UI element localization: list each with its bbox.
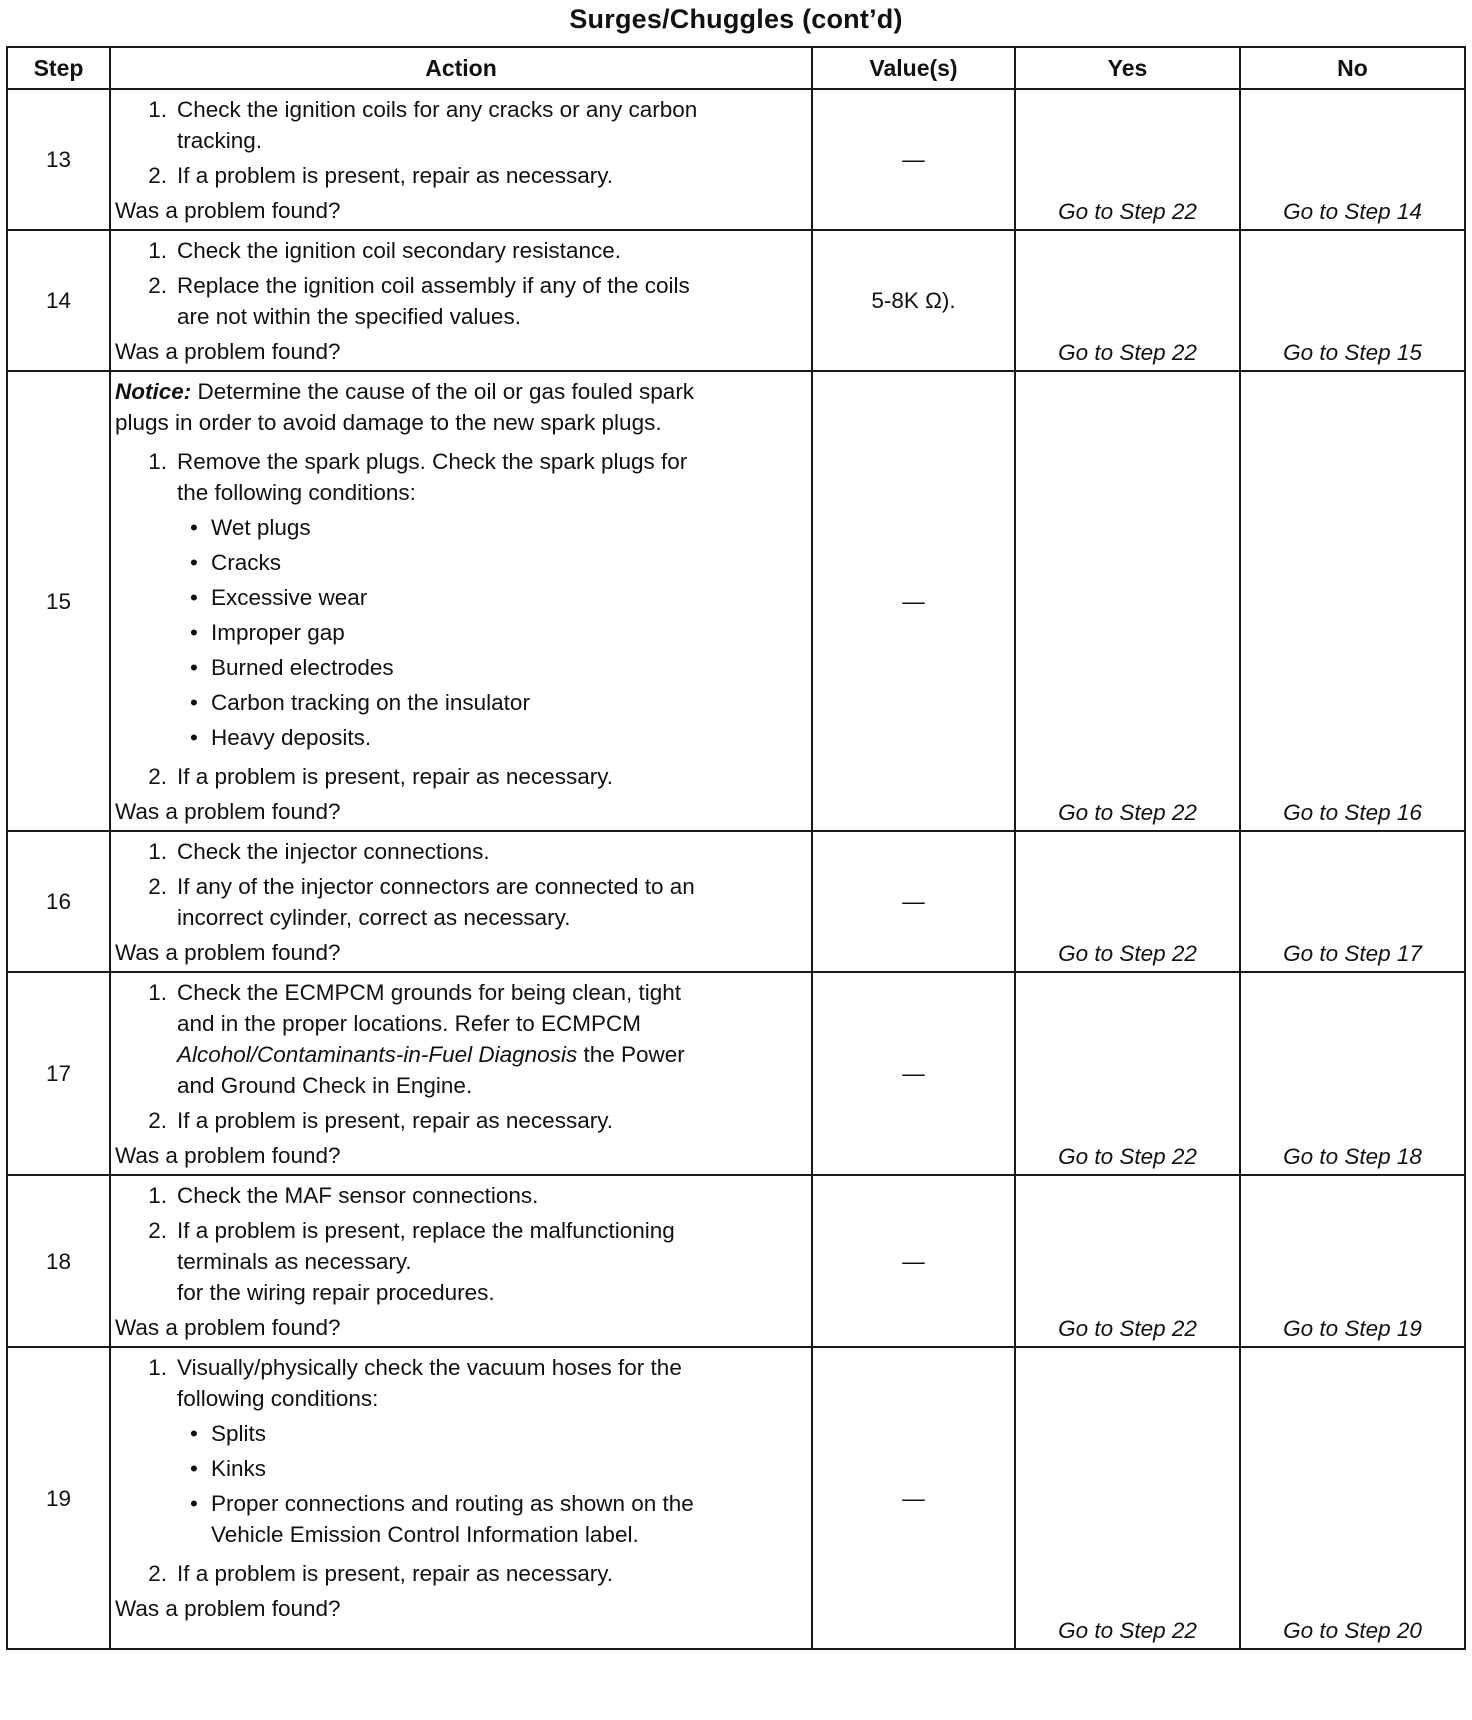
yes-goto-link[interactable]: Go to Step 22: [1015, 1347, 1240, 1649]
action-cell: [110, 1175, 812, 1347]
table-header-row: [7, 47, 1465, 89]
bullet-icon: •: [190, 1421, 198, 1446]
notice-label: Notice:: [115, 379, 192, 404]
action-text: terminals as necessary.: [177, 1249, 412, 1274]
condition-text: Improper gap: [211, 620, 345, 645]
bullet-icon: •: [190, 1456, 198, 1481]
action-step-body: [177, 1558, 801, 1589]
value-cell: 5-8K Ω).: [812, 230, 1015, 371]
action-text: [177, 977, 801, 1008]
condition-item: [177, 687, 801, 718]
step-number: 16: [7, 831, 110, 972]
no-goto-link[interactable]: Go to Step 17: [1240, 831, 1465, 972]
action-text: are not within the specified values.: [177, 304, 521, 329]
bullet-icon: •: [190, 1491, 198, 1516]
condition-item: [177, 547, 801, 578]
step-number: 14: [7, 230, 110, 371]
action-text: Check the injector connections.: [177, 839, 490, 864]
condition-text: Kinks: [211, 1456, 267, 1481]
action-step-body: [177, 977, 801, 1101]
table-row: [7, 1347, 1465, 1649]
condition-text: Excessive wear: [211, 585, 368, 610]
action-text: If a problem is present, repair as necessary.: [177, 163, 614, 188]
condition-list: [177, 512, 801, 753]
action-step-body: [177, 1180, 801, 1211]
no-goto-link[interactable]: Go to Step 19: [1240, 1175, 1465, 1347]
yes-goto-link[interactable]: Go to Step 22: [1015, 1175, 1240, 1347]
condition-item: [177, 617, 801, 648]
action-text: [177, 1039, 801, 1070]
document-reference: Alcohol/Contaminants-in-Fuel Diagnosis: [177, 1042, 578, 1067]
column-header-no: No: [1240, 47, 1465, 89]
diagnostic-table: [6, 46, 1466, 1650]
action-text: tracking.: [177, 128, 263, 153]
table-row: [7, 831, 1465, 972]
yes-goto-link[interactable]: Go to Step 22: [1015, 230, 1240, 371]
action-text-segment: and in the proper locations. Refer to ECMPCM: [177, 1011, 641, 1036]
action-step-body: [177, 836, 801, 867]
action-text: following conditions:: [177, 1386, 379, 1411]
condition-item: [177, 1418, 801, 1449]
action-text: Check the ignition coil secondary resistance.: [177, 238, 621, 263]
action-step-number: 2.: [148, 764, 167, 789]
action-step-body: [177, 761, 801, 792]
action-step: [115, 761, 801, 792]
bullet-icon: •: [190, 620, 198, 645]
action-step-number: 1.: [148, 238, 167, 263]
action-text: Check the MAF sensor connections.: [177, 1183, 539, 1208]
page-title: Surges/Chuggles (cont’d): [569, 4, 903, 34]
condition-list: [177, 1418, 801, 1550]
question-text: Was a problem found?: [115, 1315, 341, 1340]
action-step-number: 2.: [148, 1561, 167, 1586]
action-step: [115, 446, 801, 757]
action-step-body: [177, 160, 801, 191]
condition-text: Carbon tracking on the insulator: [211, 690, 530, 715]
condition-text: Heavy deposits.: [211, 725, 372, 750]
action-cell: [110, 972, 812, 1175]
value-cell: —: [812, 1175, 1015, 1347]
action-step: [115, 871, 801, 933]
action-text: for the wiring repair procedures.: [177, 1280, 495, 1305]
action-step: [115, 836, 801, 867]
bullet-icon: •: [190, 690, 198, 715]
yes-goto-link[interactable]: Go to Step 22: [1015, 89, 1240, 230]
action-step-body: [177, 446, 801, 757]
action-step-number: 1.: [148, 1355, 167, 1380]
action-text-segment: the Power: [577, 1042, 685, 1067]
column-header-action: Action: [110, 47, 812, 89]
action-text: [177, 1070, 801, 1101]
condition-item: [177, 652, 801, 683]
table-row: [7, 371, 1465, 831]
step-number: 17: [7, 972, 110, 1175]
condition-item: [177, 722, 801, 753]
table-row: [7, 89, 1465, 230]
action-text: Check the ignition coils for any cracks or any carbon: [177, 97, 698, 122]
question-text: Was a problem found?: [115, 799, 341, 824]
step-number: 19: [7, 1347, 110, 1649]
condition-text: Splits: [211, 1421, 267, 1446]
column-header-yes: Yes: [1015, 47, 1240, 89]
question-text: Was a problem found?: [115, 940, 341, 965]
action-step-body: [177, 235, 801, 266]
action-cell: [110, 89, 812, 230]
action-cell: [110, 1347, 812, 1649]
table-body: [7, 89, 1465, 1649]
no-goto-link[interactable]: Go to Step 14: [1240, 89, 1465, 230]
action-step-body: [177, 1352, 801, 1554]
action-cell: [110, 230, 812, 371]
action-step-body: [177, 270, 801, 332]
notice-line: plugs in order to avoid damage to the new spark plugs.: [115, 410, 662, 435]
action-step: [115, 270, 801, 332]
no-goto-link[interactable]: Go to Step 15: [1240, 230, 1465, 371]
action-step: [115, 235, 801, 266]
notice-text: [115, 376, 801, 438]
step-number: 13: [7, 89, 110, 230]
condition-item: [177, 512, 801, 543]
condition-text: Cracks: [211, 550, 282, 575]
action-step-body: [177, 94, 801, 156]
column-header-step: Step: [7, 47, 110, 89]
action-step-number: 2.: [148, 874, 167, 899]
condition-text: Burned electrodes: [211, 655, 394, 680]
bullet-icon: •: [190, 585, 198, 610]
bullet-icon: •: [190, 550, 198, 575]
table-row: [7, 972, 1465, 1175]
step-number: 15: [7, 371, 110, 831]
action-text: the following conditions:: [177, 480, 416, 505]
action-text: If a problem is present, repair as necessary.: [177, 764, 614, 789]
value-cell: —: [812, 831, 1015, 972]
action-step-body: [177, 1105, 801, 1136]
value-cell: —: [812, 371, 1015, 831]
action-text: Visually/physically check the vacuum hoses for the: [177, 1355, 682, 1380]
action-step-number: 2.: [148, 273, 167, 298]
question-text: Was a problem found?: [115, 1596, 341, 1621]
action-text: incorrect cylinder, correct as necessary.: [177, 905, 571, 930]
question-text: Was a problem found?: [115, 339, 341, 364]
value-cell: —: [812, 89, 1015, 230]
action-step: [115, 1558, 801, 1589]
action-text-segment: and Ground Check in Engine.: [177, 1073, 473, 1098]
bullet-icon: •: [190, 655, 198, 680]
table-row: [7, 1175, 1465, 1347]
action-text: If a problem is present, repair as necessary.: [177, 1108, 614, 1133]
yes-goto-link[interactable]: Go to Step 22: [1015, 371, 1240, 831]
action-text: Replace the ignition coil assembly if any of the coils: [177, 273, 690, 298]
action-text: Remove the spark plugs. Check the spark plugs for: [177, 449, 688, 474]
action-text: [177, 1008, 801, 1039]
action-step-number: 2.: [148, 163, 167, 188]
action-step: [115, 1215, 801, 1308]
action-step-number: 1.: [148, 839, 167, 864]
question-text: Was a problem found?: [115, 1143, 341, 1168]
action-step: [115, 1180, 801, 1211]
action-step: [115, 160, 801, 191]
action-text: If any of the injector connectors are connected to an: [177, 874, 695, 899]
step-number: 18: [7, 1175, 110, 1347]
action-cell: [110, 371, 812, 831]
table-row: [7, 230, 1465, 371]
column-header-values: Value(s): [812, 47, 1015, 89]
action-cell: [110, 831, 812, 972]
action-step: [115, 1352, 801, 1554]
action-text-segment: Check the ECMPCM grounds for being clean, tight: [177, 980, 681, 1005]
action-step-number: 1.: [148, 97, 167, 122]
no-goto-link[interactable]: Go to Step 18: [1240, 972, 1465, 1175]
condition-item: [177, 1488, 801, 1550]
condition-text: Wet plugs: [211, 515, 311, 540]
action-step: [115, 1105, 801, 1136]
condition-item: [177, 1453, 801, 1484]
condition-text: Proper connections and routing as shown on the Vehicle Emission Control Information label.: [211, 1491, 694, 1547]
value-cell: —: [812, 972, 1015, 1175]
question-text: Was a problem found?: [115, 198, 341, 223]
no-goto-link[interactable]: Go to Step 16: [1240, 371, 1465, 831]
action-step: [115, 977, 801, 1101]
action-text: If a problem is present, replace the malfunctioning: [177, 1218, 675, 1243]
notice-line: Determine the cause of the oil or gas fouled spark: [197, 379, 695, 404]
action-step-body: [177, 871, 801, 933]
bullet-icon: •: [190, 515, 198, 540]
no-goto-link[interactable]: Go to Step 20: [1240, 1347, 1465, 1649]
yes-goto-link[interactable]: Go to Step 22: [1015, 831, 1240, 972]
action-step-number: 2.: [148, 1218, 167, 1243]
action-step-number: 2.: [148, 1108, 167, 1133]
action-step-body: [177, 1215, 801, 1308]
action-step: [115, 94, 801, 156]
action-step-number: 1.: [148, 980, 167, 1005]
action-text: If a problem is present, repair as necessary.: [177, 1561, 614, 1586]
condition-item: [177, 582, 801, 613]
yes-goto-link[interactable]: Go to Step 22: [1015, 972, 1240, 1175]
value-cell: —: [812, 1347, 1015, 1649]
bullet-icon: •: [190, 725, 198, 750]
action-step-number: 1.: [148, 449, 167, 474]
action-step-number: 1.: [148, 1183, 167, 1208]
